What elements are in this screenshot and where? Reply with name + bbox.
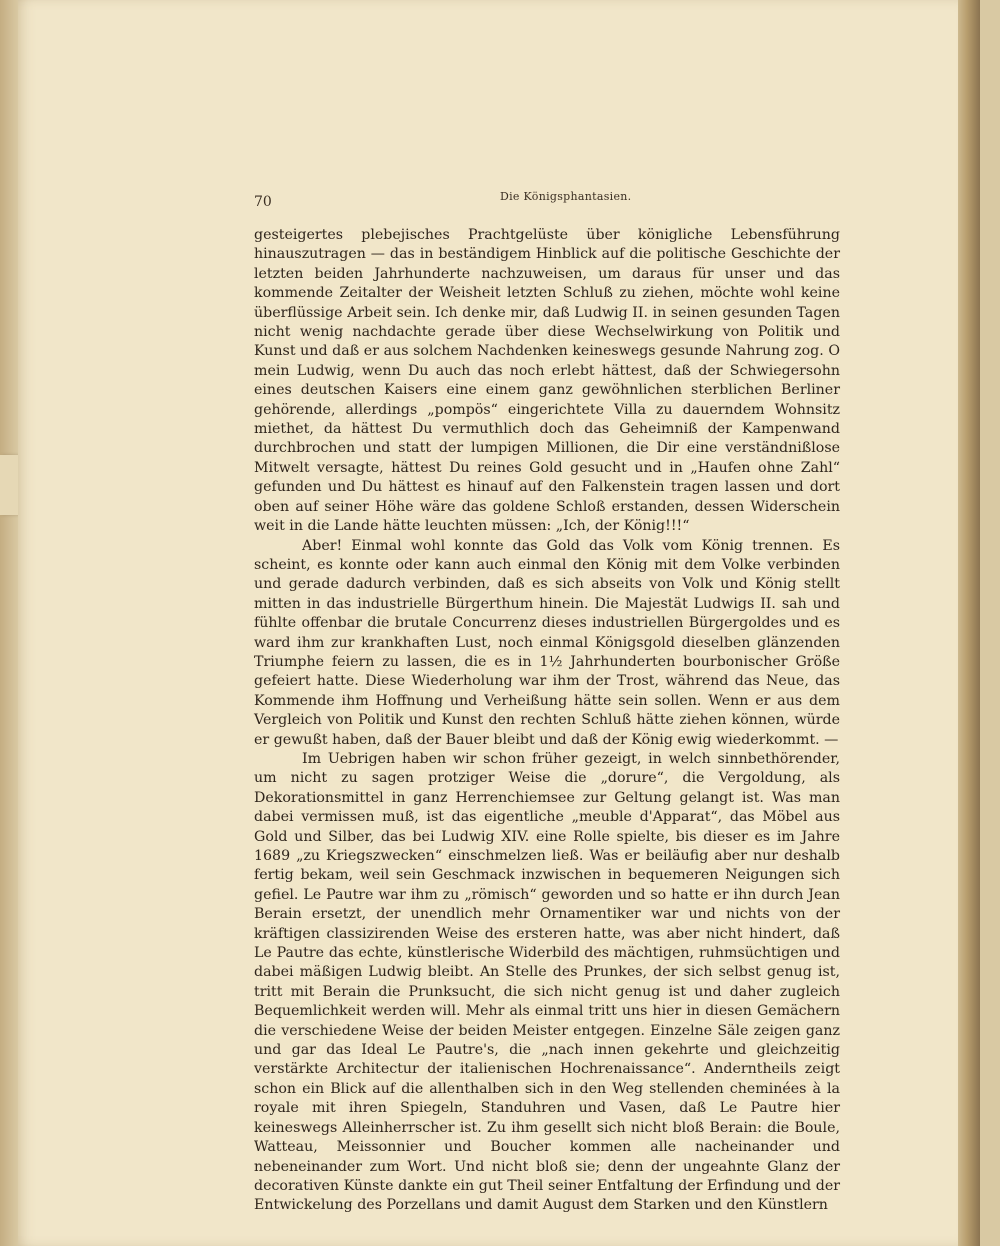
page-number: 70	[254, 194, 272, 210]
book-page	[18, 0, 980, 1246]
body-text	[254, 226, 840, 1216]
book-gutter	[0, 0, 18, 1246]
running-title: Die Königsphantasien.	[500, 190, 632, 203]
paragraph-2: Aber! Einmal wohl konnte das Gold das Volk vom König trennen. Es scheint, es konnte oder kann auch einmal den König mit dem Volke verbinden und gerade dadurch verbinden, daß es sich abseits von Volk und König stellt mitten in das industrielle Bürgerthum hinein. Die Majestät Ludwigs II. sah und fühlte offenbar die brutale Concurrenz dieses industriellen Bürgergoldes und es ward ihm zur krankhaften Lust, noch einmal Königsgold dieselben glänzenden Triumphe feiern zu lassen, die es in 1½ Jahrhunderten bourbonischer Größe gefeiert hatte. Diese Wiederholung war ihm der Trost, während das Neue, das Kommende ihm Hoffnung und Verheißung hätte sein sollen. Wenn er aus dem Vergleich von Politik und Kunst den rechten Schluß hätte ziehen können, würde er gewußt haben, daß der Bauer bleibt und daß der König ewig wiederkommt. —	[254, 537, 840, 748]
paragraph-3: Im Uebrigen haben wir schon früher gezeigt, in welch sinnbethörender, um nicht zu sagen protziger Weise die „dorure“, die Vergoldung, als Dekorationsmittel in ganz Herrenchiemsee zur Geltung gelangt ist. Was man dabei vermissen muß, ist das eigentliche „meuble d'Apparat“, das Möbel aus Gold und Silber, das bei Ludwig XIV. eine Rolle spielte, bis dieser es im Jahre 1689 „zu Kriegszwecken“ einschmelzen ließ. Was er beiläufig aber nur deshalb fertig bekam, weil sein Geschmack inzwischen in bequemeren Neigungen sich gefiel. Le Pautre war ihm zu „römisch“ geworden und so hatte er ihn durch Jean Berain ersetzt, der unendlich mehr Ornamentiker war und nichts von der kräftigen classizirenden Weise des ersteren hatte, was aber nicht hindert, daß Le Pautre das echte, künstlerische Widerbild des mächtigen, ruhmsüchtigen und dabei mäßigen Ludwig bleibt. An Stelle des Prunkes, der sich selbst genug ist, tritt mit Berain die Prunksucht, die sich nicht genug ist und daher zugleich Bequemlichkeit werden will. Mehr als einmal tritt uns hier in diesen Gemächern die verschiedene Weise der beiden Meister entgegen. Einzelne Säle zeigen ganz und gar das Ideal Le Pautre's, die „nach innen gekehrte und gleichzeitig verstärkte Architectur der italienischen Hochrenaissance“. Anderntheils zeigt schon ein Blick auf die allenthalben sich in den Weg stellenden cheminées à la royale mit ihren Spiegeln, Standuhren und Vasen, daß Le Pautre hier keineswegs Alleinherrscher ist. Zu ihm gesellt sich nicht bloß Berain: die Boule, Watteau, Meissonnier und Boucher kommen alle nacheinander und nebeneinander zum Wort. Und nicht bloß sie; denn der ungeahnte Glanz der decorativen Künste dankte ein gut Theil seiner Entfaltung der Erfindung und der Entwickelung des Porzellans und damit August dem Starken und den Künstlern	[254, 750, 840, 1214]
page-edge	[958, 0, 980, 1246]
page-header	[254, 190, 838, 212]
paragraph-1: gesteigertes plebejisches Prachtgelüste über königliche Lebensführung hinauszutragen — das in beständigem Hinblick auf die politische Geschichte der letzten beiden Jahrhunderte nachzuweisen, um daraus für unser und das kommende Zeitalter der Weisheit letzten Schluß zu ziehen, möchte wohl keine überflüssige Arbeit sein. Ich denke mir, daß Ludwig II. in seinen gesunden Tagen nicht wenig nachdachte gerade über diese Wechselwirkung von Politik und Kunst und daß er aus solchem Nachdenken keineswegs gesunde Nahrung zog. O mein Ludwig, wenn Du auch das noch erlebt hättest, daß der Schwiegersohn eines deutschen Kaisers eine einem ganz gewöhnlichen sterblichen Berliner gehörende, allerdings „pompös“ eingerichtete Villa zu dauerndem Wohnsitz miethet, da hättest Du vermuthlich doch das Geheimniß der Kampenwand durchbrochen und statt der lumpigen Millionen, die Dir eine verständnißlose Mitwelt versagte, hättest Du reines Gold gesucht und in „Haufen ohne Zahl“ gefunden und Du hättest es hinauf auf den Falkenstein tragen lassen und dort oben auf seiner Höhe wäre das goldene Schloß erstanden, dessen Widerschein weit in die Lande hätte leuchten müssen: „Ich, der König!!!“	[254, 227, 840, 535]
